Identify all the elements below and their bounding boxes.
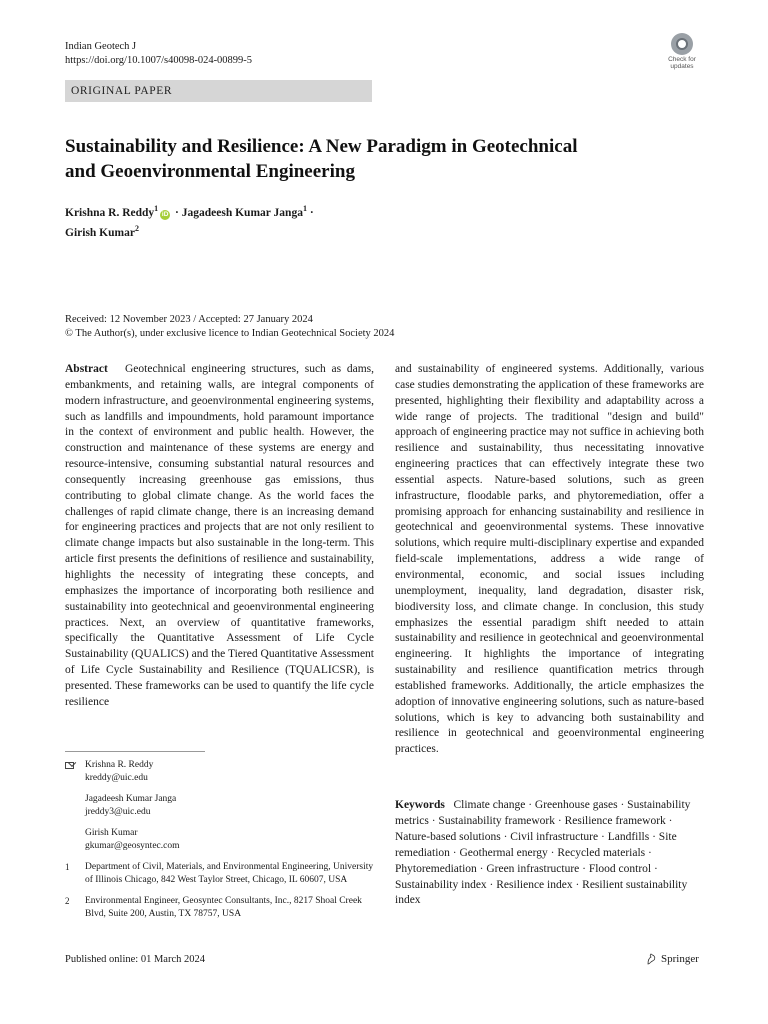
affiliation-item	[65, 895, 374, 921]
copyright-line: © The Author(s), under exclusive licence to Indian Geotechnical Society 2024	[65, 328, 395, 339]
contact-name: Krishna R. Reddy	[85, 760, 154, 770]
contact-email[interactable]: kreddy@uic.edu	[85, 773, 148, 783]
crossmark-icon	[671, 33, 693, 55]
contact-email[interactable]: jreddy3@uic.edu	[85, 807, 151, 817]
journal-name: Indian Geotech J	[65, 41, 137, 52]
affiliation-ref: 1	[302, 204, 307, 213]
abstract-label: Abstract	[65, 363, 108, 375]
springer-horse-icon	[646, 953, 657, 965]
abstract-text-part2: and sustainability of engineered systems. Additionally, various case studies demonstrating the application of these frameworks are presented, highlighting their flexibility and adaptability across a wide range of projects. The traditional "design and build" approach of engineering practice may not suffice in achieving both resilience and sustainability, thus necessitating innovative engineering practices that can effectively integrate these two essential aspects. Nature-based solutions, such as green infrastructure, floodable parks, and phytoremediation, offer a promising approach for enhancing sustainability and resilience in geotechnical and geoenvironmental systems. These innovative solutions, which require multi-disciplinary expertise and expanded field-scale implementations, address a wide range of environmental, economic, and social issues including unemployment, inequality, land degradation, disaster risk, biodiversity loss, and climate change. In conclusion, this study emphasizes the essential paradigm shift needed to attain sustainability and resilience in geotechnical and geoenvironmental engineering. It highlights the importance of integrating sustainability and resilience quantification metrics through established frameworks. Additionally, the article emphasizes the adoption of innovative engineering solutions, such as nature-based solutions, which is key to advancing both sustainability and resilience in geotechnical and geoenvironmental engineering practices.	[395, 363, 704, 756]
article-dates	[65, 313, 394, 341]
author-list	[65, 201, 565, 241]
abstract-text-part1: Geotechnical engineering structures, such as dams, embankments, and retaining walls, are integral components of modern infrastructure, and geoenvironmental engineering systems, such as landfills and impoundments, hold paramount importance in the context of environment and public health. However, the construction and maintenance of these systems are energy and resource-intensive, consuming substantial natural resources and consequently increasing greenhouse gas emissions, thus contributing to global climate change. As the world faces the challenges of rapid climate change, there is an increasing demand for engineering practices and projects that are not only resilient to climate change impacts but also sustainable in the long-term. This article first presents the definitions of resilience and sustainability, highlights the necessity of integrating these concepts, and emphasizes the importance of incorporating both resilience and sustainability into geotechnical and geoenvironmental engineering practices. Next, an overview of quantitative frameworks, specifically the Quantitative Assessment of Life Cycle Sustainability (QUALICS) and the Tiered Quantitative Assessment of Life Cycle Sustainability and Resilience (TQUALICSR), is presented. These frameworks can be used to quantify the life cycle resilience	[65, 363, 374, 708]
keywords-list: Climate change · Greenhouse gases · Sustainability metrics · Sustainability framework · Resilience framework · Nature-based solutions · Civil infrastructure · Landfills · Site remediation · Geothermal energy · Recycled materials · Phytoremediation · Green infrastructure · Flood control · Sustainability index · Resilience index · Resilient sustainability index	[395, 799, 691, 907]
crossmark-label-line1: Check for	[668, 56, 696, 63]
contact-name: Girish Kumar	[85, 828, 138, 838]
check-for-updates-badge[interactable]	[662, 33, 702, 71]
orcid-icon[interactable]: iD	[161, 210, 169, 218]
author-separator: ·	[172, 206, 182, 219]
affiliation-item	[65, 861, 374, 887]
title-line-2: and Geoenvironmental Engineering	[65, 161, 355, 182]
abstract-left-column	[65, 362, 374, 711]
journal-header	[65, 40, 252, 68]
affiliation-number: 1	[65, 862, 70, 872]
contact-name: Jagadeesh Kumar Janga	[85, 794, 177, 804]
affiliation-ref: 1	[154, 204, 159, 213]
correspondence-block	[65, 759, 374, 921]
contact-email[interactable]: gkumar@geosyntec.com	[85, 841, 180, 851]
envelope-icon	[65, 762, 74, 769]
doi-link[interactable]: https://doi.org/10.1007/s40098-024-00899-5	[65, 55, 253, 66]
paper-title	[65, 134, 705, 184]
affiliation-text: Department of Civil, Materials, and Environmental Engineering, University of Illinois Chicago, 842 West Taylor Street, Chicago, IL 60607, USA	[85, 862, 374, 885]
publisher-name: Springer	[661, 953, 699, 965]
received-accepted: Received: 12 November 2023 / Accepted: 27 January 2024	[65, 314, 313, 325]
crossmark-label-line2: updates	[670, 63, 694, 70]
keywords-label: Keywords	[395, 799, 445, 811]
author-separator: ·	[306, 206, 314, 219]
affiliation-ref: 2	[134, 223, 139, 233]
publisher-logo[interactable]	[646, 952, 699, 966]
author-name[interactable]: Krishna R. Reddy	[65, 206, 155, 219]
footnote-divider	[65, 751, 205, 752]
paper-type-banner: ORIGINAL PAPER	[65, 80, 372, 102]
author-name[interactable]: Girish Kumar	[65, 226, 135, 239]
affiliation-text: Environmental Engineer, Geosyntec Consultants, Inc., 8217 Shoal Creek Blvd, Suite 200, Austin, TX 78757, USA	[85, 896, 362, 919]
abstract-right-column	[395, 362, 704, 758]
title-line-1: Sustainability and Resilience: A New Paradigm in Geotechnical	[65, 136, 578, 157]
affiliation-number: 2	[65, 896, 70, 906]
published-date: Published online: 01 March 2024	[65, 954, 205, 965]
author-name[interactable]: Jagadeesh Kumar Janga	[181, 206, 303, 219]
keywords-block	[395, 798, 704, 909]
